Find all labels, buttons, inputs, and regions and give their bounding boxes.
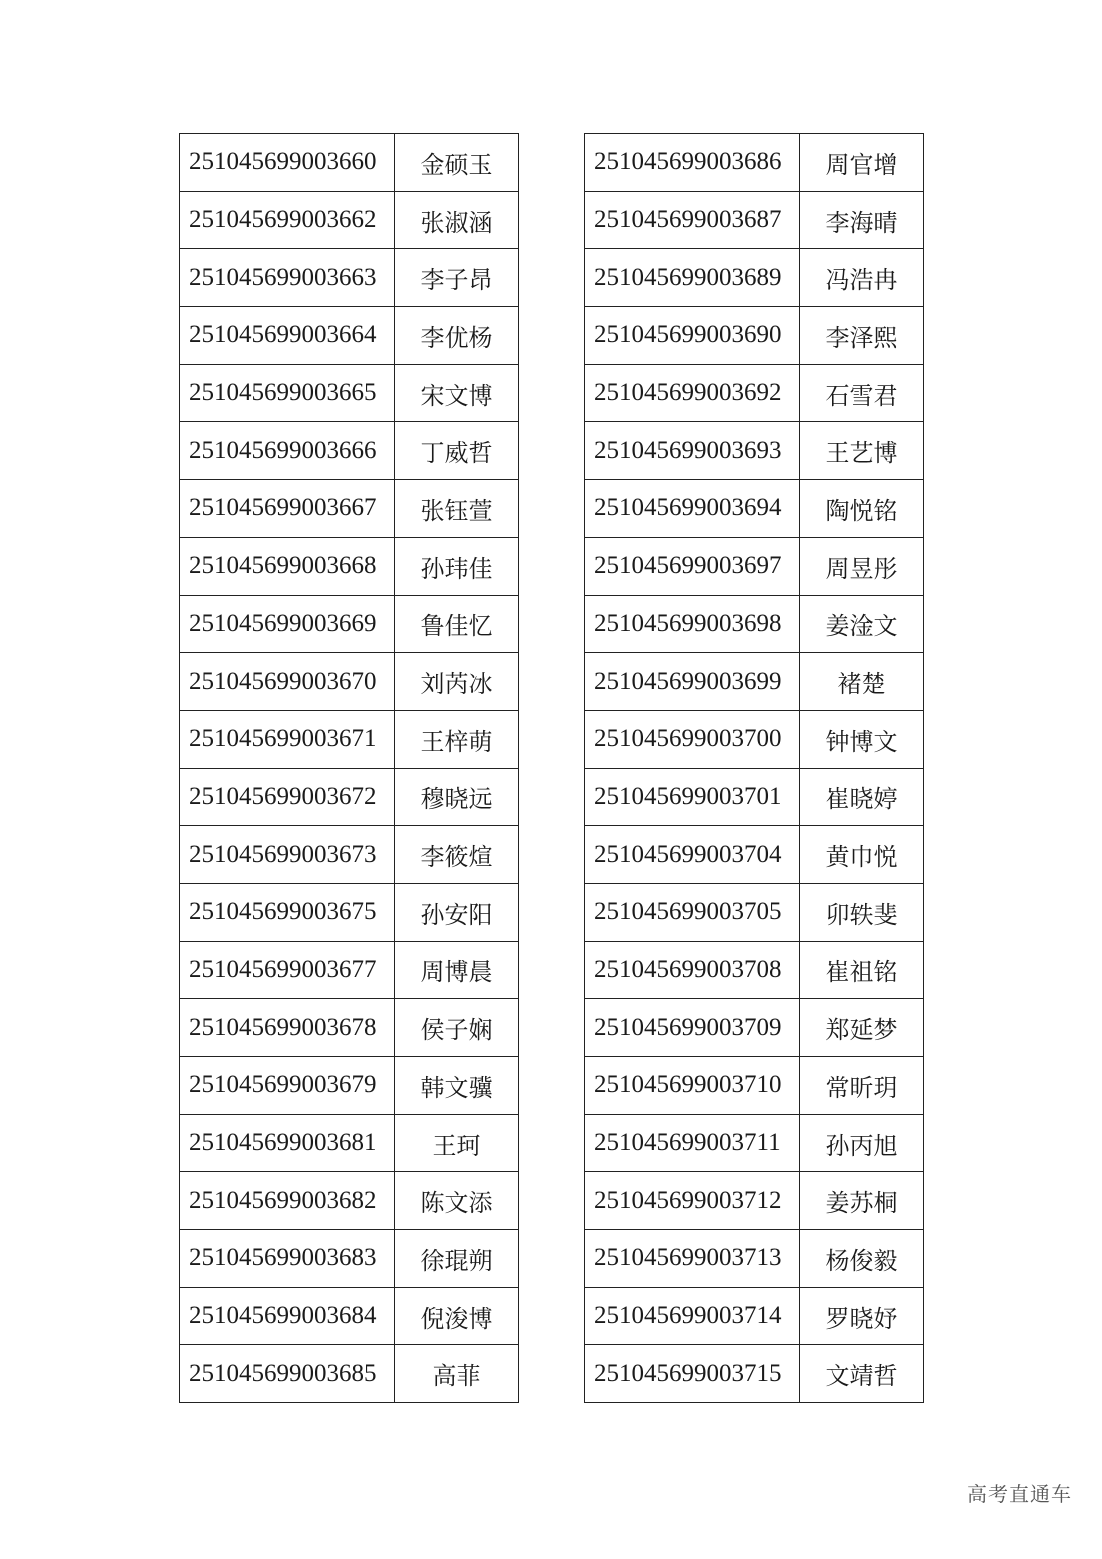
student-id-cell: 251045699003712 xyxy=(585,1172,800,1230)
table-row xyxy=(585,307,924,365)
table-row xyxy=(585,1230,924,1288)
student-name-cell: 姜苏桐 xyxy=(800,1172,924,1230)
student-id-cell: 251045699003662 xyxy=(180,191,395,249)
table-row xyxy=(585,1287,924,1345)
student-id-cell: 251045699003681 xyxy=(180,1114,395,1172)
student-name-cell: 宋文博 xyxy=(395,364,519,422)
student-id-cell: 251045699003713 xyxy=(585,1230,800,1288)
student-id-cell: 251045699003684 xyxy=(180,1287,395,1345)
student-id-cell: 251045699003671 xyxy=(180,710,395,768)
student-name-cell: 金硕玉 xyxy=(395,134,519,192)
watermark-text: 高考直通车 xyxy=(967,1482,1072,1506)
table-row xyxy=(585,883,924,941)
table-row xyxy=(180,1230,519,1288)
student-name-cell: 周博晨 xyxy=(395,941,519,999)
student-id-cell: 251045699003711 xyxy=(585,1114,800,1172)
student-name-cell: 罗晓妤 xyxy=(800,1287,924,1345)
student-id-cell: 251045699003679 xyxy=(180,1057,395,1115)
student-name-cell: 孙玮佳 xyxy=(395,537,519,595)
student-name-cell: 鲁佳忆 xyxy=(395,595,519,653)
table-row xyxy=(180,768,519,826)
table-row xyxy=(180,1287,519,1345)
student-name-cell: 黄巾悦 xyxy=(800,826,924,884)
table-row xyxy=(180,1172,519,1230)
table-row xyxy=(180,595,519,653)
student-id-cell: 251045699003694 xyxy=(585,480,800,538)
student-id-cell: 251045699003698 xyxy=(585,595,800,653)
table-row xyxy=(585,595,924,653)
student-id-cell: 251045699003685 xyxy=(180,1345,395,1403)
student-name-cell: 石雪君 xyxy=(800,364,924,422)
student-name-cell: 崔晓婷 xyxy=(800,768,924,826)
student-id-cell: 251045699003667 xyxy=(180,480,395,538)
table-row xyxy=(585,1057,924,1115)
table-row xyxy=(585,768,924,826)
table-row xyxy=(585,1114,924,1172)
student-name-cell: 王珂 xyxy=(395,1114,519,1172)
table-row xyxy=(585,537,924,595)
student-name-cell: 陈文添 xyxy=(395,1172,519,1230)
student-name-cell: 徐琨朔 xyxy=(395,1230,519,1288)
table-row xyxy=(180,480,519,538)
student-name-cell: 高菲 xyxy=(395,1345,519,1403)
student-id-cell: 251045699003669 xyxy=(180,595,395,653)
table-row xyxy=(180,999,519,1057)
student-id-cell: 251045699003665 xyxy=(180,364,395,422)
table-row xyxy=(180,826,519,884)
student-table-left-body xyxy=(180,134,519,1403)
table-row xyxy=(585,1345,924,1403)
student-name-cell: 李筱煊 xyxy=(395,826,519,884)
student-id-cell: 251045699003675 xyxy=(180,883,395,941)
student-id-cell: 251045699003687 xyxy=(585,191,800,249)
table-row xyxy=(180,710,519,768)
table-row xyxy=(180,941,519,999)
table-row xyxy=(585,191,924,249)
table-row xyxy=(585,999,924,1057)
student-name-cell: 李优杨 xyxy=(395,307,519,365)
student-id-cell: 251045699003701 xyxy=(585,768,800,826)
student-name-cell: 孙丙旭 xyxy=(800,1114,924,1172)
student-name-cell: 钟博文 xyxy=(800,710,924,768)
student-name-cell: 郑延梦 xyxy=(800,999,924,1057)
student-name-cell: 李海晴 xyxy=(800,191,924,249)
student-name-cell: 丁威哲 xyxy=(395,422,519,480)
student-name-cell: 王梓萌 xyxy=(395,710,519,768)
table-row xyxy=(585,480,924,538)
student-name-cell: 周官增 xyxy=(800,134,924,192)
student-name-cell: 陶悦铭 xyxy=(800,480,924,538)
table-row xyxy=(180,1057,519,1115)
table-row xyxy=(585,826,924,884)
student-id-cell: 251045699003705 xyxy=(585,883,800,941)
student-name-cell: 褚楚 xyxy=(800,653,924,711)
table-row xyxy=(180,134,519,192)
student-id-cell: 251045699003699 xyxy=(585,653,800,711)
student-name-cell: 冯浩冉 xyxy=(800,249,924,307)
table-row xyxy=(180,537,519,595)
student-id-cell: 251045699003697 xyxy=(585,537,800,595)
student-id-cell: 251045699003690 xyxy=(585,307,800,365)
student-id-cell: 251045699003714 xyxy=(585,1287,800,1345)
student-id-cell: 251045699003708 xyxy=(585,941,800,999)
table-row xyxy=(585,1172,924,1230)
student-name-cell: 崔祖铭 xyxy=(800,941,924,999)
student-name-cell: 孙安阳 xyxy=(395,883,519,941)
student-id-cell: 251045699003673 xyxy=(180,826,395,884)
student-name-cell: 侯子娴 xyxy=(395,999,519,1057)
student-id-cell: 251045699003672 xyxy=(180,768,395,826)
student-id-cell: 251045699003668 xyxy=(180,537,395,595)
student-id-cell: 251045699003700 xyxy=(585,710,800,768)
student-name-cell: 韩文骥 xyxy=(395,1057,519,1115)
student-id-cell: 251045699003664 xyxy=(180,307,395,365)
table-row xyxy=(180,364,519,422)
student-name-cell: 穆晓远 xyxy=(395,768,519,826)
student-name-cell: 刘芮冰 xyxy=(395,653,519,711)
student-name-cell: 周昱彤 xyxy=(800,537,924,595)
student-name-cell: 李子昂 xyxy=(395,249,519,307)
student-table-right xyxy=(584,133,924,1403)
student-id-cell: 251045699003710 xyxy=(585,1057,800,1115)
table-row xyxy=(180,307,519,365)
table-row xyxy=(585,134,924,192)
student-id-cell: 251045699003670 xyxy=(180,653,395,711)
table-row xyxy=(585,653,924,711)
student-id-cell: 251045699003678 xyxy=(180,999,395,1057)
table-row xyxy=(585,422,924,480)
student-id-cell: 251045699003683 xyxy=(180,1230,395,1288)
student-name-cell: 文靖哲 xyxy=(800,1345,924,1403)
student-id-cell: 251045699003689 xyxy=(585,249,800,307)
student-table-left xyxy=(179,133,519,1403)
student-id-cell: 251045699003693 xyxy=(585,422,800,480)
student-name-cell: 姜淦文 xyxy=(800,595,924,653)
student-name-cell: 卯轶斐 xyxy=(800,883,924,941)
table-row xyxy=(585,710,924,768)
student-id-cell: 251045699003686 xyxy=(585,134,800,192)
table-row xyxy=(180,1345,519,1403)
student-name-cell: 张淑涵 xyxy=(395,191,519,249)
student-name-cell: 张钰萱 xyxy=(395,480,519,538)
table-row xyxy=(180,883,519,941)
student-id-cell: 251045699003663 xyxy=(180,249,395,307)
student-id-cell: 251045699003660 xyxy=(180,134,395,192)
table-row xyxy=(180,653,519,711)
student-table-right-body xyxy=(585,134,924,1403)
student-name-cell: 杨俊毅 xyxy=(800,1230,924,1288)
table-row xyxy=(585,249,924,307)
student-name-cell: 常昕玥 xyxy=(800,1057,924,1115)
table-row xyxy=(180,422,519,480)
table-row xyxy=(585,364,924,422)
table-row xyxy=(180,249,519,307)
student-id-cell: 251045699003666 xyxy=(180,422,395,480)
table-row xyxy=(585,941,924,999)
student-name-cell: 王艺博 xyxy=(800,422,924,480)
student-id-cell: 251045699003682 xyxy=(180,1172,395,1230)
student-name-cell: 李泽熙 xyxy=(800,307,924,365)
student-id-cell: 251045699003715 xyxy=(585,1345,800,1403)
student-name-cell: 倪浚博 xyxy=(395,1287,519,1345)
table-row xyxy=(180,191,519,249)
student-id-cell: 251045699003709 xyxy=(585,999,800,1057)
student-id-cell: 251045699003692 xyxy=(585,364,800,422)
table-row xyxy=(180,1114,519,1172)
student-id-cell: 251045699003677 xyxy=(180,941,395,999)
student-id-cell: 251045699003704 xyxy=(585,826,800,884)
